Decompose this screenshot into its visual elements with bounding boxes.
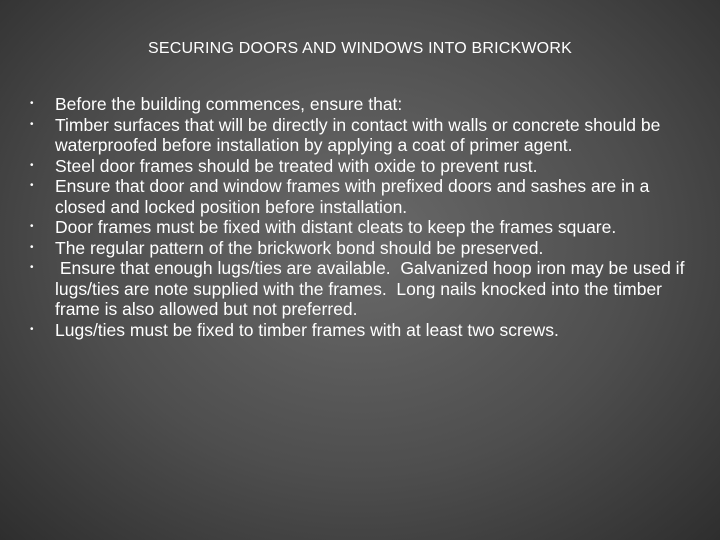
slide-title: SECURING DOORS AND WINDOWS INTO BRICKWORK [148,40,572,57]
bullet-text: Steel door frames should be treated with oxide to prevent rust. [55,155,538,176]
list-item [30,258,700,320]
bullet-text: Ensure that door and window frames with prefixed doors and sashes are in a closed and locked position before installation. [55,176,650,217]
bullet-text: Before the building commences, ensure that: [55,94,403,114]
bullet-icon: • [30,262,34,273]
list-item [30,155,700,177]
bullet-icon: • [30,98,34,109]
bullet-text: The regular pattern of the brickwork bond should be preserved. [55,237,544,258]
bullet-icon: • [30,221,34,232]
bullet-icon: • [30,159,34,171]
list-item [30,176,700,217]
list-item [30,319,700,341]
list-item [30,94,700,115]
bullet-icon: • [30,323,34,335]
bullet-text: Ensure that enough lugs/ties are available. Galvanized hoop iron may be used if lugs/ties are note supplied with the frames. Long nails knocked into the timber frame is also allowed but not preferred. [55,258,690,319]
bullet-text: Timber surfaces that will be directly in contact with walls or concrete should be waterproofed before installation by applying a coat of primer agent. [55,114,661,155]
bullet-icon: • [30,180,34,191]
bullet-text: Door frames must be fixed with distant cleats to keep the frames square. [55,217,617,237]
bullet-text: Lugs/ties must be fixed to timber frames with at least two screws. [55,319,559,340]
list-item [30,217,700,238]
list-item [30,114,700,156]
bullet-list [30,94,700,340]
bullet-icon: • [30,241,34,253]
list-item [30,237,700,259]
bullet-icon: • [30,118,34,130]
